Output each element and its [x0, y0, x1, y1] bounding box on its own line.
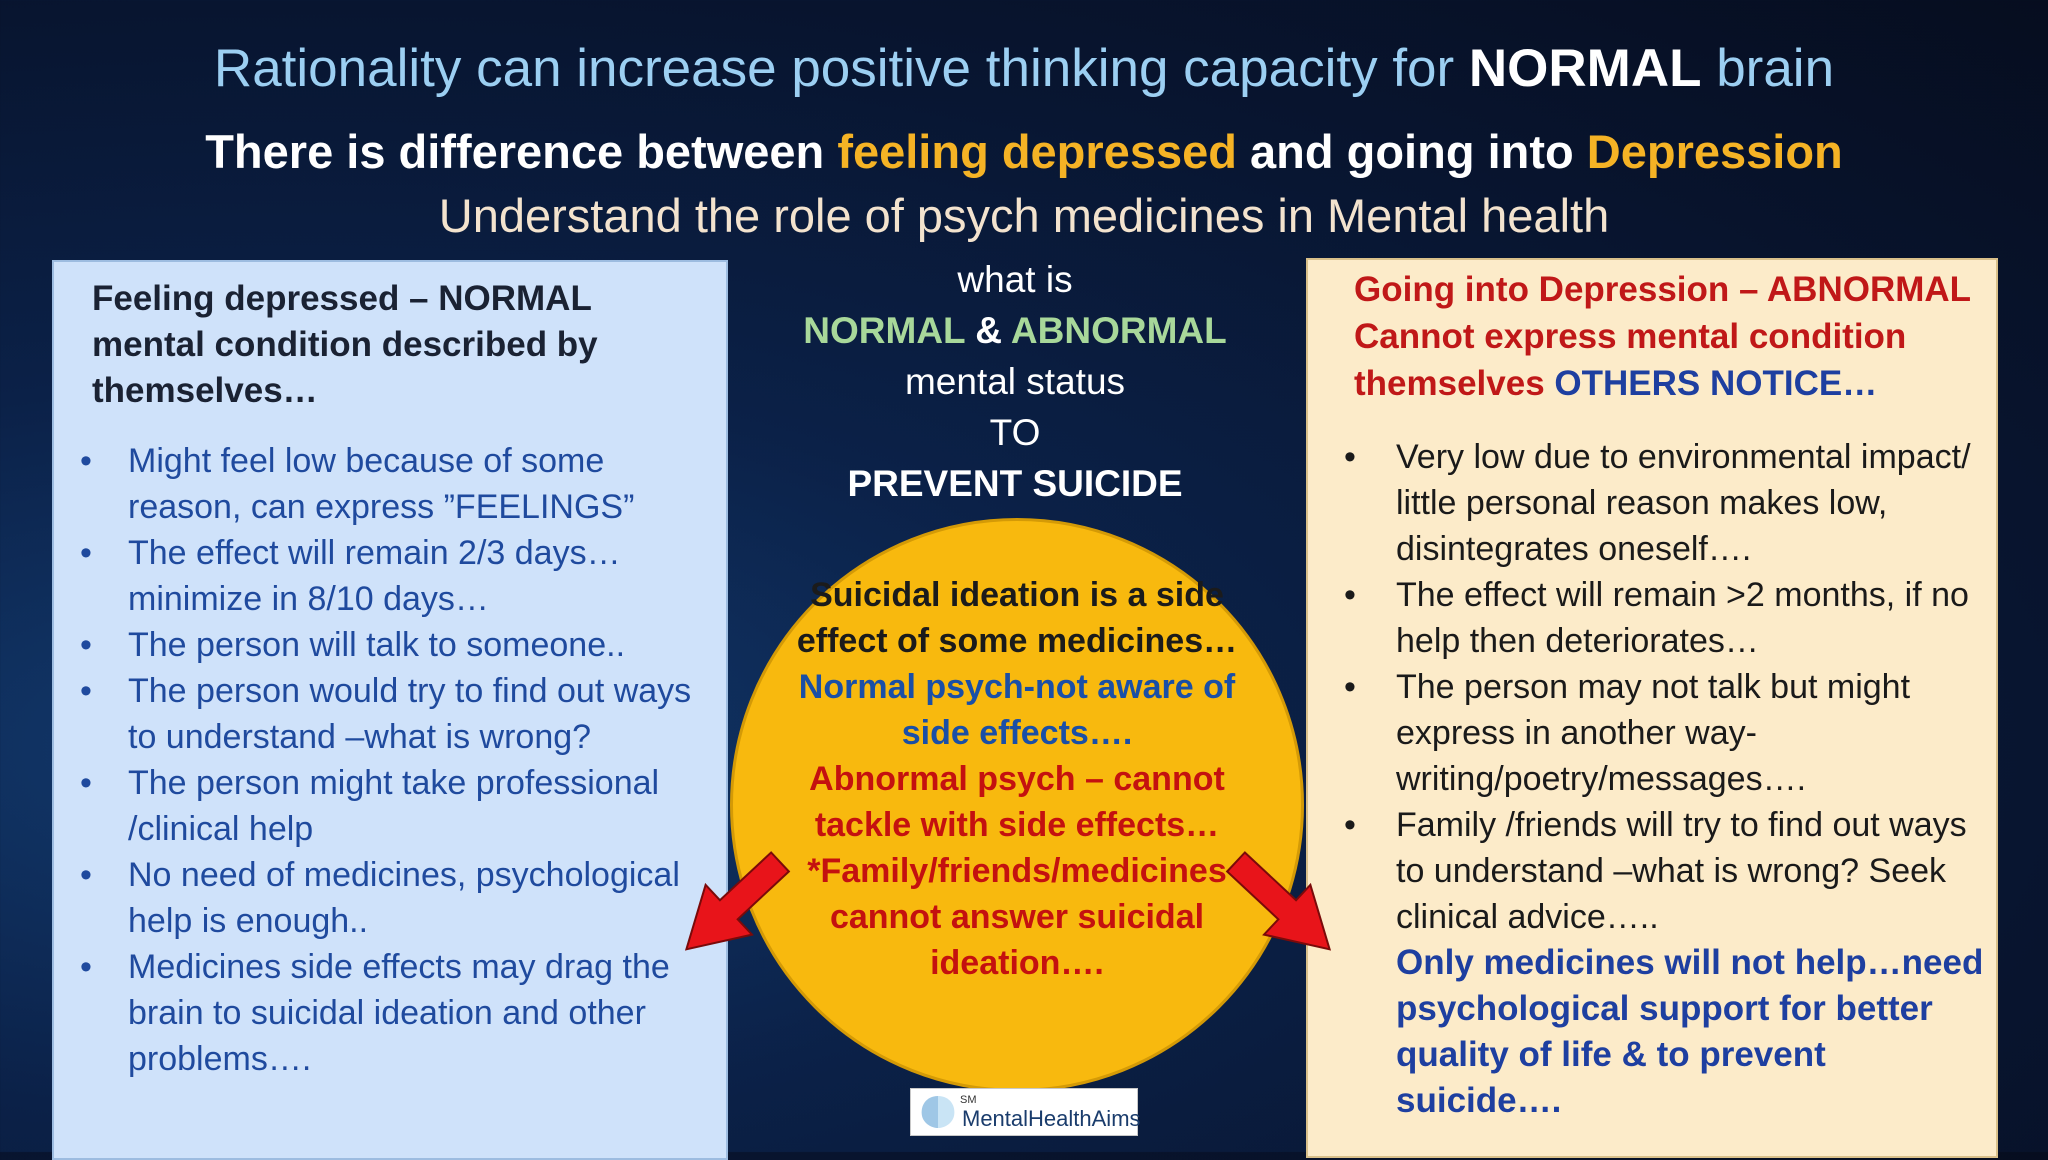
list-item-text: Might feel low because of some reason, can express ”FEELINGS” — [128, 442, 635, 526]
bullet-icon: • — [1344, 438, 1356, 476]
bullet-icon: • — [80, 534, 92, 572]
title-text-end: brain — [1701, 39, 1835, 98]
right-arrow-icon — [1213, 837, 1353, 974]
list-item-text: Medicines side effects may drag the brain to suicidal ideation and other problems…. — [128, 948, 670, 1078]
list-item-text: The person will talk to someone.. — [128, 626, 626, 664]
right-heading-line: Going into Depression – ABNORMAL — [1354, 270, 1972, 309]
bullet-icon: • — [80, 856, 92, 894]
list-item-text: Family /friends will try to find out ways to understand –what is wrong? Seek clinical advice….. — [1396, 806, 1967, 936]
list-item-text: The person may not talk but might express in another way- writing/poetry/messages…. — [1396, 668, 1911, 798]
center-line-bold: PREVENT SUICIDE — [847, 463, 1183, 504]
abnormal-label: ABNORMAL — [1010, 310, 1227, 351]
subtitle-highlight-2: Depression — [1586, 125, 1843, 178]
subtitle-highlight-1: feeling depressed — [837, 125, 1237, 178]
left-arrow-icon — [663, 837, 803, 974]
center-line: TO — [989, 412, 1041, 453]
logo-text: MentalHealthAims — [962, 1106, 1141, 1131]
right-heading-red: themselves — [1354, 364, 1555, 403]
center-line: mental status — [904, 361, 1126, 402]
list-item-text: No need of medicines, psychological help is enough.. — [128, 856, 680, 940]
bullet-icon: • — [80, 764, 92, 802]
list-item-text: The person might take professional /clinical help — [128, 764, 660, 848]
subtitle-role: Understand the role of psych medicines in Mental health — [438, 189, 1610, 242]
left-heading-line: Feeling depressed – NORMAL — [92, 279, 592, 318]
list-item-text: The effect will remain 2/3 days…minimize in 8/10 days… — [128, 534, 621, 618]
circle-abnormal-note: Abnormal psych – cannot tackle with side effects… *Family/friends/medicines cannot answer suicidal ideation…. — [807, 760, 1227, 982]
subtitle-text-1: There is difference between — [205, 125, 838, 178]
logo-small-text: SM — [960, 1094, 977, 1106]
right-heading-line: Cannot express mental condition — [1354, 317, 1907, 356]
subtitle-text-2: and going into — [1236, 125, 1587, 178]
bullet-icon: • — [80, 948, 92, 986]
left-heading-line: mental condition described by — [92, 325, 598, 364]
ampersand: & — [964, 310, 1011, 351]
right-conclusion: Only medicines will not help…need psychological support for better quality of life & to prevent suicide…. — [1396, 943, 1984, 1120]
normal-label: NORMAL — [803, 310, 965, 351]
title-text: Rationality can increase positive thinking capacity for — [213, 39, 1469, 98]
circle-statement: Suicidal ideation is a side effect of some medicines… — [796, 576, 1238, 660]
left-heading-line: themselves… — [92, 371, 318, 410]
center-line: what is — [957, 259, 1073, 300]
list-item-text: The person would try to find out ways to understand –what is wrong? — [128, 672, 692, 756]
bullet-icon: • — [80, 442, 92, 480]
list-item-text: Very low due to environmental impact/ little personal reason makes low, disintegrates oneself…. — [1396, 438, 1971, 568]
brain-logo-icon — [918, 1094, 958, 1130]
bullet-icon: • — [1344, 576, 1356, 614]
title-bold-word: NORMAL — [1468, 39, 1702, 98]
list-item-text: The effect will remain >2 months, if no help then deteriorates… — [1396, 576, 1969, 660]
right-heading-blue: OTHERS NOTICE… — [1554, 364, 1878, 403]
bullet-icon: • — [1344, 668, 1356, 706]
bullet-icon: • — [80, 626, 92, 664]
circle-normal-note: Normal psych-not aware of side effects…. — [798, 668, 1236, 752]
bullet-icon: • — [80, 672, 92, 710]
bullet-icon: • — [1344, 806, 1356, 844]
